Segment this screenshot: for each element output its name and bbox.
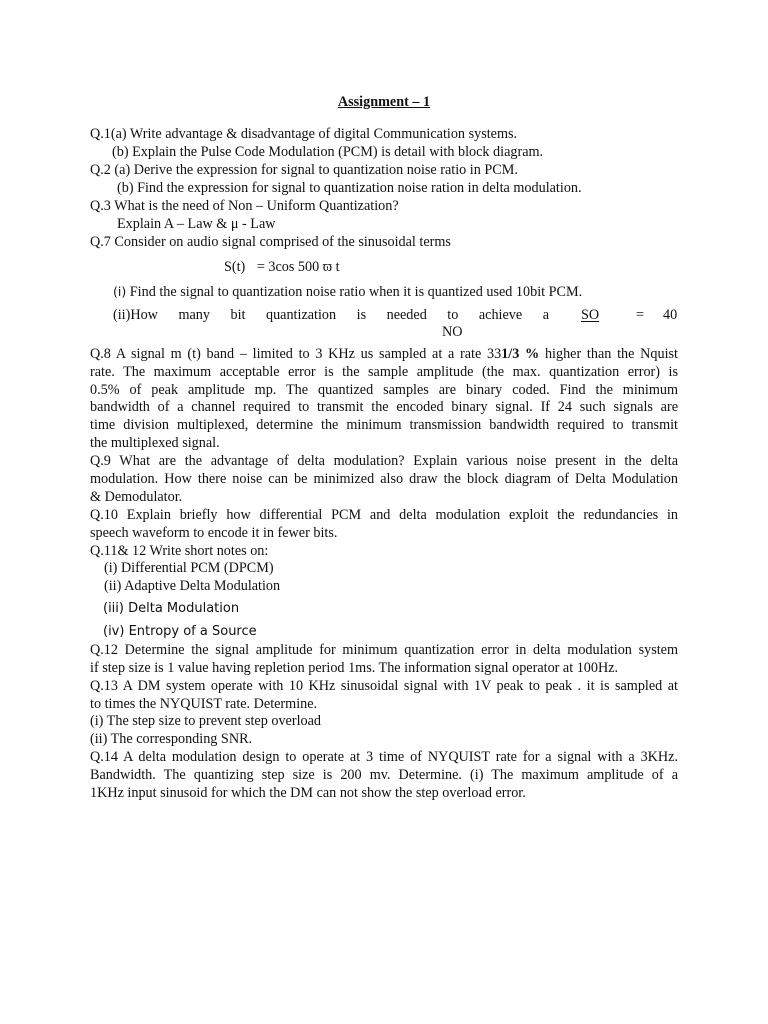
question-13-line-1: Q.13 A DM system operate with 10 KHz sinusoidal signal with 1V peak to peak . it is sampled at	[90, 678, 678, 694]
question-13-line-4: (ii) The corresponding SNR.	[90, 731, 253, 747]
question-14-line-1: Q.14 A delta modulation design to operate at 3 time of NYQUIST rate for a signal with a 3KHz.	[90, 749, 678, 765]
question-9-line-2: modulation. How there noise can be minimized also draw the block diagram of Delta Modulation	[90, 471, 678, 487]
question-14-line-3: 1KHz input sinusoid for which the DM can not show the step overload error.	[90, 785, 526, 801]
q7-formula	[224, 258, 340, 276]
ratio-equals: =	[636, 307, 645, 323]
question-1a: Q.1(a) Write advantage & disadvantage of digital Communication systems.	[90, 126, 518, 142]
question-9-line-1: Q.9 What are the advantage of delta modulation? Explain various noise present in the delta	[90, 453, 678, 469]
question-7i	[113, 283, 582, 301]
question-10-line-1: Q.10 Explain briefly how differential PCM and delta modulation exploit the redundancies in	[90, 507, 678, 523]
question-11: Q.11& 12 Write short notes on:	[90, 543, 269, 559]
ratio-numerator: SO	[581, 307, 600, 323]
ratio-value: 40	[663, 307, 678, 323]
formula-rhs: = 3cos 500 ϖ t	[256, 259, 340, 275]
q7i-number: (i)	[113, 284, 127, 299]
question-13-line-2: to times the NYQUIST rate. Determine.	[90, 696, 318, 712]
page-title: Assignment – 1	[337, 94, 431, 110]
question-8-line-5: time division multiplexed, determine the minimum transmission bandwidth required to transmit	[90, 417, 678, 433]
short-note-4: (iv) Entropy of a Source	[103, 624, 257, 639]
question-8-line-4: bandwidth of a channel required to transmit the encoded binary signal. If 24 such signals are	[90, 399, 678, 415]
question-9-line-3: & Demodulator.	[90, 489, 183, 505]
question-3b: Explain A – Law & μ - Law	[117, 216, 276, 232]
question-8-line-2: rate. The maximum acceptable error is the sample amplitude (the max. quantization error) is	[90, 364, 678, 380]
short-note-3: (iii) Delta Modulation	[103, 601, 240, 616]
formula-lhs: S(t)	[224, 259, 246, 275]
short-note-2: (ii) Adaptive Delta Modulation	[104, 578, 281, 594]
question-8-line-3: 0.5% of peak amplitude mp. The quantized samples are binary coded. Find the minimum	[90, 382, 678, 398]
question-1b: (b) Explain the Pulse Code Modulation (PCM) is detail with block diagram.	[112, 144, 544, 160]
short-note-1: (i) Differential PCM (DPCM)	[104, 560, 274, 576]
q7i-text: Find the signal to quantization noise ratio when it is quantized used 10bit PCM.	[129, 284, 583, 300]
question-13-line-3: (i) The step size to prevent step overload	[90, 713, 321, 729]
question-12-line-1: Q.12 Determine the signal amplitude for minimum quantization error in delta modulation system	[90, 642, 678, 658]
question-8-line-1: Q.8 A signal m (t) band – limited to 3 KHz us sampled at a rate 331/3 % higher than the Nquist	[90, 346, 678, 362]
question-8-line-6: the multiplexed signal.	[90, 435, 220, 451]
question-12-line-2: if step size is 1 value having repletion period 1ms. The information signal operator at 100Hz.	[90, 660, 619, 676]
question-14-line-2: Bandwidth. The quantizing step size is 200 mv. Determine. (i) The maximum amplitude of a	[90, 767, 678, 783]
ratio-denominator: NO	[442, 324, 463, 340]
question-3: Q.3 What is the need of Non – Uniform Quantization?	[90, 198, 399, 214]
question-2b: (b) Find the expression for signal to quantization noise ration in delta modulation.	[117, 180, 582, 196]
question-10-line-2: speech waveform to encode it in fewer bits.	[90, 525, 338, 541]
question-7: Q.7 Consider on audio signal comprised of the sinusoidal terms	[90, 234, 451, 250]
question-7ii: (ii)How many bit quantization is needed to achieve a	[113, 307, 549, 323]
question-2a: Q.2 (a) Derive the expression for signal to quantization noise ratio in PCM.	[90, 162, 518, 178]
